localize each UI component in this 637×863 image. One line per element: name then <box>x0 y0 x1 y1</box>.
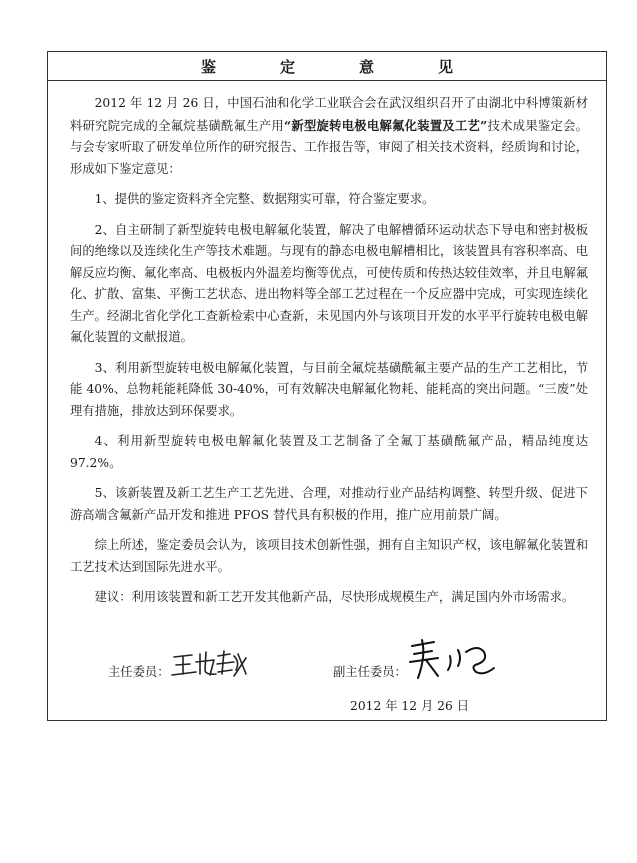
intro-text-post: 技术成果鉴定会。与会专家听取了研发单位所作的研究报告、工作报告等，审阅了相关技术资料，经质询和讨论，形成如下鉴定意见： <box>70 118 588 176</box>
conclusion-paragraph: 综上所述，鉴定委员会认为，该项目技术创新性强，拥有自主知识产权，该电解氟化装置和工艺技术达到国际先进水平。 <box>70 538 588 574</box>
opinion-item-5: 5、该新装置及新工艺生产工艺先进、合理，对推动行业产品结构调整、转型升级、促进下游高端含氟新产品开发和推进 PFOS 替代具有积极的作用，推广应用前景广阔。 <box>70 486 588 522</box>
chair-label: 主任委员： <box>108 665 170 679</box>
page-title: 鉴定意见 <box>200 57 517 76</box>
project-title: “新型旋转电极电解氟化装置及工艺” <box>284 117 488 133</box>
signing-date: 2012 年 12 月 26 日 <box>350 699 470 713</box>
signature-area <box>48 652 606 722</box>
appraisal-form <box>47 51 607 721</box>
opinion-item-3: 3、利用新型旋转电极电解氟化装置，与目前全氟烷基磺酰氟主要产品的生产工艺相比，节能 40%、总物耗能耗降低 30-40%，可有效解决电解氟化物耗、能耗高的突出问题。“三废”处理有措施，排放达到环保要求。 <box>70 360 588 418</box>
opinion-body <box>48 81 606 609</box>
intro-paragraph <box>70 93 588 180</box>
vice-chair-label: 副主任委员： <box>333 665 407 679</box>
suggestion-paragraph: 建议：利用该装置和新工艺开发其他新产品，尽快形成规模生产，满足国内外市场需求。 <box>94 590 575 604</box>
opinion-item-4: 4、利用新型旋转电极电解氟化装置及工艺制备了全氟丁基磺酰氟产品，精品纯度达 97.2%。 <box>70 434 588 470</box>
opinion-item-2: 2、自主研制了新型旋转电极电解氟化装置，解决了电解槽循环运动状态下导电和密封极板间的绝缘以及连续化生产等技术难题。与现有的静态电极电解槽相比，该装置具有容积率高、电解反应均衡、氟化率高、电极板内外温差均衡等优点，可使传质和传热达较佳效率，并且电解氟化、扩散、富集、平衡工艺状态、进出物料等全部工艺过程在一个反应器中完成，可实现连续化生产。经湖北省化学化工查新检索中心查新，未见国内外与该项目开发的水平平行旋转电极电解氟化装置的文献报道。 <box>70 222 588 344</box>
opinion-item-1: 1、提供的鉴定资料齐全完整、数据翔实可靠，符合鉴定要求。 <box>94 192 435 206</box>
intro-text-pre: 2012 年 12 月 26 日，中国石油和化学工业联合会在武汉组织召开了由湖北中科博策新材料研究院完成的全氟烷基磺酰氟生产用 <box>70 96 588 133</box>
vice-chair-signature <box>404 636 502 680</box>
chair-signature <box>170 648 250 680</box>
title-row <box>48 52 606 81</box>
